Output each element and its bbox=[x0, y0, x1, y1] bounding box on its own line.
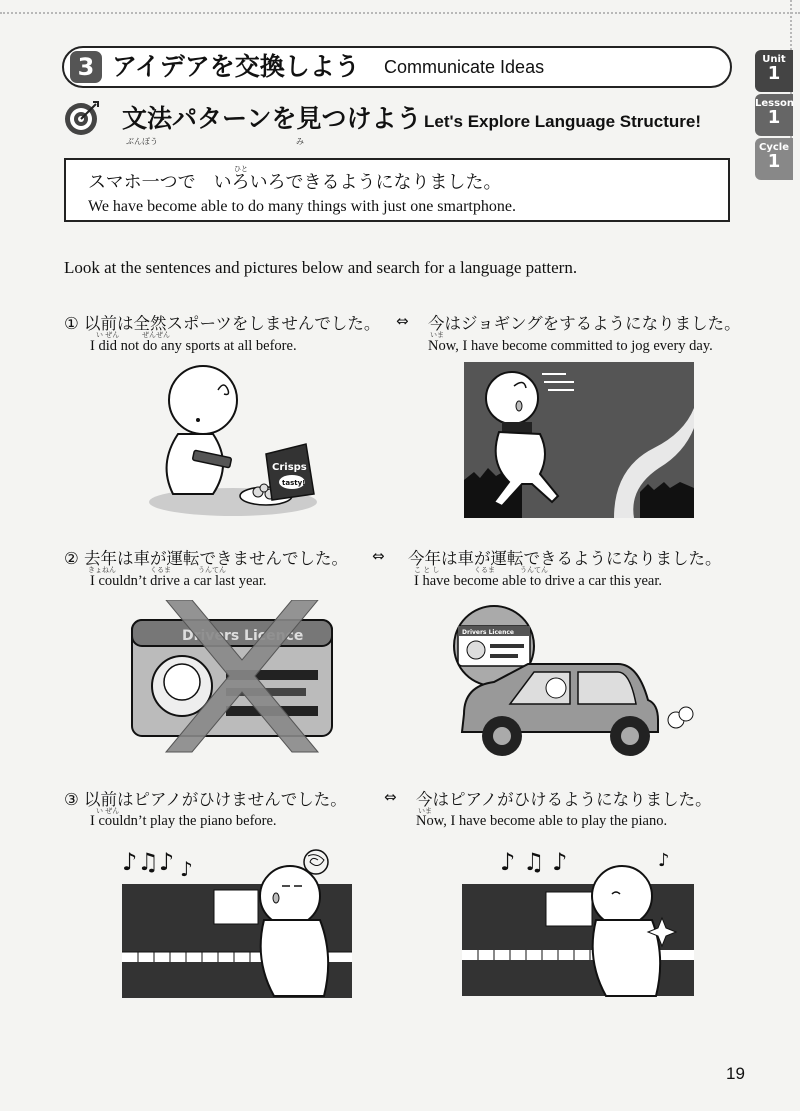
tab-lesson-value: 1 bbox=[767, 107, 781, 128]
target-icon bbox=[64, 100, 100, 136]
item2-left-ruby-2: くるま bbox=[150, 566, 171, 574]
item3-left-jp: ③ 以前はピアノがひけませんでした。 bbox=[64, 790, 347, 809]
licence-label-car: Drivers Licence bbox=[462, 629, 514, 636]
item2-arrow: ⇔ bbox=[372, 547, 385, 565]
tab-unit-value: 1 bbox=[767, 63, 781, 84]
item3-left-en: I couldn’t play the piano before. bbox=[90, 813, 277, 829]
item3-arrow: ⇔ bbox=[384, 788, 397, 806]
crisps-label: Crisps bbox=[272, 462, 307, 473]
item3-right-jp: 今はピアノがひけるようになりました。 bbox=[416, 790, 712, 809]
item3-left-ruby-1: い ぜん bbox=[96, 807, 120, 815]
item1-left-jp: ① 以前は全然スポーツをしませんでした。 bbox=[64, 314, 381, 333]
svg-text:♪♫♪: ♪♫♪ bbox=[122, 848, 175, 876]
item2-right-en: I have become able to drive a car this year. bbox=[414, 573, 662, 589]
illustration-person-driving-car bbox=[440, 604, 704, 760]
tab-cycle-key: Cycle bbox=[759, 142, 789, 153]
illustration-struggling-pianist bbox=[114, 840, 354, 1000]
item2-right-jp: 今年は車が運転できるようになりました。 bbox=[408, 549, 722, 568]
item1-right-jp: 今はジョギングをするようになりました。 bbox=[428, 314, 741, 333]
crisps-sub-label: tasty! bbox=[282, 479, 306, 487]
item2-right-ruby-1: こ と し bbox=[414, 566, 440, 574]
top-dotted-border bbox=[0, 0, 800, 14]
item3-right-en: Now, I have become able to play the piano. bbox=[416, 813, 668, 829]
page-number: 19 bbox=[726, 1064, 745, 1083]
item2-left-ruby-1: きょねん bbox=[88, 566, 116, 574]
tab-lesson-key: Lesson bbox=[755, 98, 795, 109]
item1-right-en: Now, I have become committed to jog every day. bbox=[428, 338, 713, 354]
tab-unit-key: Unit bbox=[762, 54, 786, 65]
item1-left-ruby-1: い ぜん bbox=[96, 331, 120, 339]
subheader-ruby-bunpou: ぶんぽう bbox=[126, 137, 158, 146]
example-jp: スマホ一つで いろいろできるようになりました。 bbox=[88, 172, 502, 193]
subheader-title-jp: 文法パターンを見つけよう bbox=[122, 104, 422, 133]
svg-text:♪: ♪ bbox=[180, 857, 193, 881]
section-header bbox=[62, 46, 732, 88]
example-ruby: ひと bbox=[234, 165, 248, 173]
example-box bbox=[64, 158, 730, 222]
item1-left-ruby-2: ぜんぜん bbox=[142, 331, 170, 339]
illustration-crossed-licence bbox=[122, 600, 336, 758]
item2-left-jp: ② 去年は車が運転できませんでした。 bbox=[64, 549, 349, 568]
item1-right-ruby: いま bbox=[430, 331, 444, 339]
item2-right-ruby-2: くるま bbox=[474, 566, 495, 574]
tab-cycle-value: 1 bbox=[767, 151, 781, 172]
tab-unit bbox=[755, 50, 793, 92]
subheader-ruby-mi: み bbox=[296, 137, 304, 146]
example-en: We have become able to do many things with just one smartphone. bbox=[88, 198, 516, 215]
item1-left-en: I did not do any sports at all before. bbox=[90, 338, 297, 354]
illustration-happy-pianist bbox=[462, 838, 696, 998]
illustration-person-jogging bbox=[464, 362, 694, 520]
section-number: 3 bbox=[70, 51, 102, 83]
item1-arrow: ⇔ bbox=[396, 312, 409, 330]
section-title-en: Communicate Ideas bbox=[384, 57, 545, 77]
tab-lesson bbox=[755, 94, 793, 136]
item2-left-en: I couldn’t drive a car last year. bbox=[90, 573, 267, 589]
item3-right-ruby: いま bbox=[418, 807, 432, 815]
tab-cycle bbox=[755, 138, 793, 180]
licence-label-crossed: Drivers Licence bbox=[182, 628, 304, 644]
svg-text:♪: ♪ bbox=[658, 850, 670, 871]
svg-text:♪ ♫ ♪: ♪ ♫ ♪ bbox=[500, 848, 568, 876]
illustration-person-eating-crisps bbox=[148, 362, 318, 520]
item2-left-ruby-3: うんてん bbox=[198, 566, 226, 574]
section-title-jp: アイデアを交換しよう bbox=[112, 52, 360, 81]
instruction-text: Look at the sentences and pictures below and search for a language pattern. bbox=[64, 258, 578, 277]
item2-right-ruby-3: うんてん bbox=[520, 566, 548, 574]
subheader-title-en: Let's Explore Language Structure! bbox=[424, 112, 702, 131]
